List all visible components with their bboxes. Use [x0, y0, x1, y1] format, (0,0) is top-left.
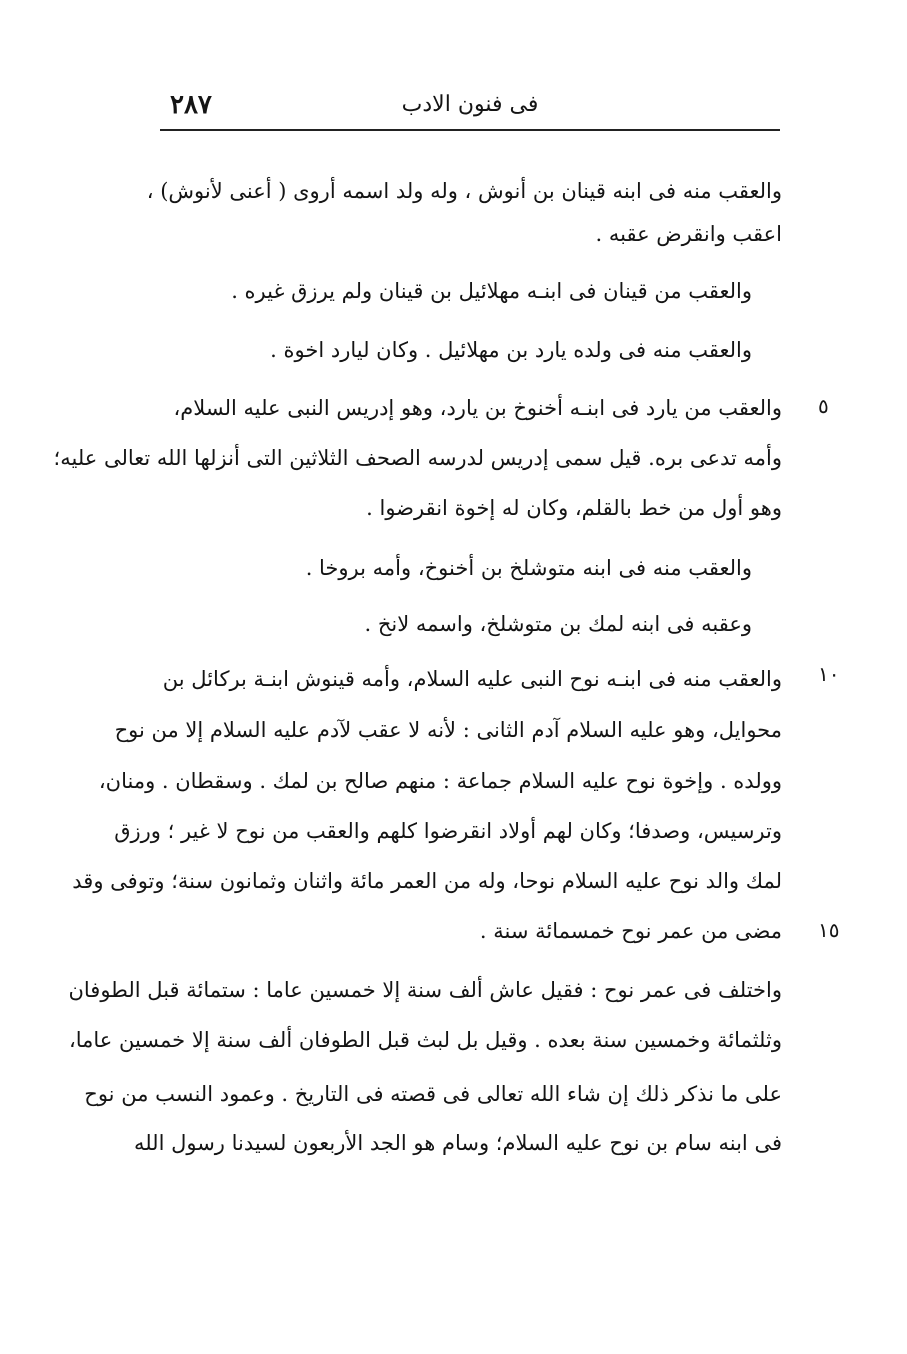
text-line: والعقب من يارد فى ابنـه أخنوخ بن يارد، وهو إدريس النبى عليه السلام، — [173, 396, 782, 420]
text-line: وهو أول من خط بالقلم، وكان له إخوة انقرضوا . — [366, 496, 782, 520]
text-line: والعقب منه فى ابنه متوشلخ بن أخنوخ، وأمه بروخا . — [305, 556, 752, 580]
page-number: ٢٨٧ — [170, 90, 212, 120]
text-line: وثلثمائة وخمسين سنة بعده . وقيل بل لبث قبل الطوفان ألف سنة إلا خمسين عاما، — [68, 1028, 782, 1052]
margin-line-number: ٥ — [818, 394, 829, 418]
running-title: فى فنون الادب — [401, 92, 539, 117]
text-line: وأمه تدعى بره. قيل سمى إدريس لدرسه الصحف الثلاثين التى أنزلها الله تعالى عليه؛ — [53, 446, 782, 470]
text-line: والعقب من قينان فى ابنـه مهلائيل بن قينان ولم يرزق غيره . — [231, 279, 752, 303]
text-line: وولده . وإخوة نوح عليه السلام جماعة : منهم صالح بن لمك . وسقطان . ومنان، — [98, 769, 782, 793]
text-line: اعقب وانقرض عقبه . — [595, 222, 782, 246]
text-line: على ما نذكر ذلك إن شاء الله تعالى فى قصته فى التاريخ . وعمود النسب من نوح — [84, 1082, 782, 1106]
text-line: لمك والد نوح عليه السلام نوحا، وله من العمر مائة واثنان وثمانون سنة؛ وتوفى وقد — [72, 869, 782, 893]
text-line: وعقبه فى ابنه لمك بن متوشلخ، واسمه لانخ . — [364, 612, 752, 636]
text-line: والعقب منه فى ولده يارد بن مهلائيل . وكان ليارد اخوة . — [270, 338, 752, 362]
margin-line-number: ١٥ — [818, 918, 840, 942]
header-rule — [160, 129, 780, 131]
text-line: والعقب منه فى ابنه قينان بن أنوش ، وله ولد اسمه أروى ( أعنى لأنوش) ، — [146, 179, 782, 203]
text-line: مضى من عمر نوح خمسمائة سنة . — [479, 919, 782, 943]
page-header — [160, 86, 780, 126]
margin-line-number: ١٠ — [818, 662, 840, 686]
text-line: واختلف فى عمر نوح : فقيل عاش ألف سنة إلا خمسين عاما : ستمائة قبل الطوفان — [68, 978, 782, 1002]
text-line: والعقب منه فى ابنـه نوح النبى عليه السلام، وأمه قينوش ابنـة بركائل بن — [162, 667, 782, 691]
text-line: فى ابنه سام بن نوح عليه السلام؛ وسام هو الجد الأربعون لسيدنا رسول الله — [133, 1131, 782, 1155]
text-line: وترسيس، وصدفا؛ وكان لهم أولاد انقرضوا كلهم والعقب من نوح لا غير ؛ ورزق — [114, 819, 782, 843]
text-line: محوايل، وهو عليه السلام آدم الثانى : لأنه لا عقب لآدم عليه السلام إلا من نوح — [114, 718, 782, 742]
